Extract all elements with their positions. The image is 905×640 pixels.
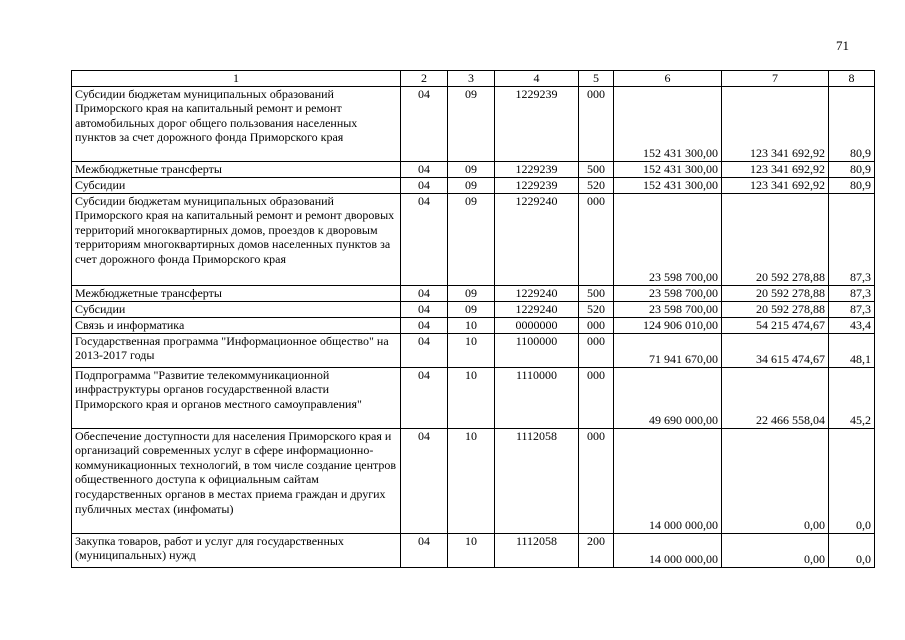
- row-plan: 23 598 700,00: [614, 193, 722, 285]
- table-row: [72, 367, 875, 428]
- row-code-4: 1100000: [495, 333, 579, 367]
- row-percent: 80,9: [829, 86, 875, 161]
- row-name: Государственная программа "Информационное общество" на 2013-2017 годы: [72, 333, 401, 367]
- header-cell: 7: [722, 71, 829, 87]
- row-fact: 54 215 474,67: [722, 317, 829, 333]
- row-code-5: 520: [579, 177, 614, 193]
- row-fact: 20 592 278,88: [722, 301, 829, 317]
- row-code-3: 10: [448, 317, 495, 333]
- row-code-2: 04: [401, 367, 448, 428]
- row-code-2: 04: [401, 533, 448, 567]
- row-code-3: 10: [448, 333, 495, 367]
- table-row: [72, 301, 875, 317]
- row-percent: 80,9: [829, 161, 875, 177]
- row-percent: 45,2: [829, 367, 875, 428]
- table-row: [72, 428, 875, 533]
- row-code-2: 04: [401, 86, 448, 161]
- row-code-4: 1229240: [495, 193, 579, 285]
- row-plan: 23 598 700,00: [614, 285, 722, 301]
- row-code-4: 1229239: [495, 86, 579, 161]
- row-name: Межбюджетные трансферты: [72, 161, 401, 177]
- row-plan: 14 000 000,00: [614, 533, 722, 567]
- row-name: Субсидии: [72, 301, 401, 317]
- row-code-2: 04: [401, 161, 448, 177]
- row-code-3: 09: [448, 285, 495, 301]
- row-percent: 48,1: [829, 333, 875, 367]
- row-code-4: 0000000: [495, 317, 579, 333]
- row-code-2: 04: [401, 301, 448, 317]
- table-row: [72, 317, 875, 333]
- row-fact: 123 341 692,92: [722, 177, 829, 193]
- header-cell: 3: [448, 71, 495, 87]
- row-percent: 80,9: [829, 177, 875, 193]
- row-code-2: 04: [401, 193, 448, 285]
- row-name: Субсидии бюджетам муниципальных образований Приморского края на капитальный ремонт и ремонт автомобильных дорог общего пользования населенных пунктов за счет дорожного фонда Приморского края: [72, 86, 401, 161]
- row-fact: 20 592 278,88: [722, 285, 829, 301]
- row-code-4: 1112058: [495, 533, 579, 567]
- row-percent: 87,3: [829, 285, 875, 301]
- row-code-4: 1229239: [495, 161, 579, 177]
- row-fact: 34 615 474,67: [722, 333, 829, 367]
- row-code-4: 1229239: [495, 177, 579, 193]
- row-code-3: 10: [448, 533, 495, 567]
- row-plan: 23 598 700,00: [614, 301, 722, 317]
- row-plan: 152 431 300,00: [614, 86, 722, 161]
- row-code-5: 000: [579, 367, 614, 428]
- row-code-5: 000: [579, 333, 614, 367]
- row-code-2: 04: [401, 177, 448, 193]
- row-code-2: 04: [401, 428, 448, 533]
- row-code-5: 200: [579, 533, 614, 567]
- row-percent: 87,3: [829, 193, 875, 285]
- row-code-2: 04: [401, 333, 448, 367]
- row-name: Закупка товаров, работ и услуг для государственных (муниципальных) нужд: [72, 533, 401, 567]
- row-name: Обеспечение доступности для населения Приморского края и организаций современных услуг в сфере информационно-коммуникационных технологий, в том числе создание центров общественного доступа к официальным сайтам государственных органов в местах приема граждан и других публичных местах (инфоматы): [72, 428, 401, 533]
- table-row: [72, 533, 875, 567]
- row-name: Подпрограмма "Развитие телекоммуникационной инфраструктуры органов государственной власти Приморского края и органов местного самоуправления": [72, 367, 401, 428]
- row-percent: 87,3: [829, 301, 875, 317]
- header-cell: 2: [401, 71, 448, 87]
- table-row: [72, 193, 875, 285]
- row-plan: 14 000 000,00: [614, 428, 722, 533]
- table-row: [72, 161, 875, 177]
- row-code-3: 09: [448, 177, 495, 193]
- row-plan: 152 431 300,00: [614, 161, 722, 177]
- budget-table: [71, 70, 875, 568]
- row-percent: 43,4: [829, 317, 875, 333]
- row-code-3: 09: [448, 161, 495, 177]
- row-fact: 20 592 278,88: [722, 193, 829, 285]
- row-fact: 0,00: [722, 428, 829, 533]
- row-code-3: 09: [448, 301, 495, 317]
- row-code-2: 04: [401, 317, 448, 333]
- header-row: [72, 71, 875, 87]
- row-code-5: 500: [579, 161, 614, 177]
- row-code-5: 000: [579, 193, 614, 285]
- row-fact: 123 341 692,92: [722, 161, 829, 177]
- row-code-3: 09: [448, 86, 495, 161]
- table-row: [72, 333, 875, 367]
- row-code-5: 000: [579, 428, 614, 533]
- header-cell: 1: [72, 71, 401, 87]
- row-code-3: 09: [448, 193, 495, 285]
- row-code-4: 1229240: [495, 285, 579, 301]
- header-cell: 5: [579, 71, 614, 87]
- row-fact: 22 466 558,04: [722, 367, 829, 428]
- row-plan: 49 690 000,00: [614, 367, 722, 428]
- row-code-4: 1112058: [495, 428, 579, 533]
- table-row: [72, 86, 875, 161]
- row-code-4: 1110000: [495, 367, 579, 428]
- table-row: [72, 285, 875, 301]
- page-number: 71: [836, 38, 849, 53]
- row-plan: 152 431 300,00: [614, 177, 722, 193]
- table-row: [72, 177, 875, 193]
- row-fact: 123 341 692,92: [722, 86, 829, 161]
- header-cell: 4: [495, 71, 579, 87]
- row-plan: 124 906 010,00: [614, 317, 722, 333]
- row-code-2: 04: [401, 285, 448, 301]
- row-name: Межбюджетные трансферты: [72, 285, 401, 301]
- row-percent: 0,0: [829, 533, 875, 567]
- row-percent: 0,0: [829, 428, 875, 533]
- row-fact: 0,00: [722, 533, 829, 567]
- row-code-5: 500: [579, 285, 614, 301]
- row-code-4: 1229240: [495, 301, 579, 317]
- row-code-5: 520: [579, 301, 614, 317]
- row-name: Связь и информатика: [72, 317, 401, 333]
- header-cell: 8: [829, 71, 875, 87]
- row-plan: 71 941 670,00: [614, 333, 722, 367]
- row-code-3: 10: [448, 428, 495, 533]
- row-code-5: 000: [579, 86, 614, 161]
- row-code-3: 10: [448, 367, 495, 428]
- row-name: Субсидии: [72, 177, 401, 193]
- row-name: Субсидии бюджетам муниципальных образований Приморского края на капитальный ремонт и ремонт дворовых территорий многоквартирных домов, проездов к дворовым территориям многоквартирных домов населенных пунктов за счет дорожного фонда Приморского края: [72, 193, 401, 285]
- row-code-5: 000: [579, 317, 614, 333]
- header-cell: 6: [614, 71, 722, 87]
